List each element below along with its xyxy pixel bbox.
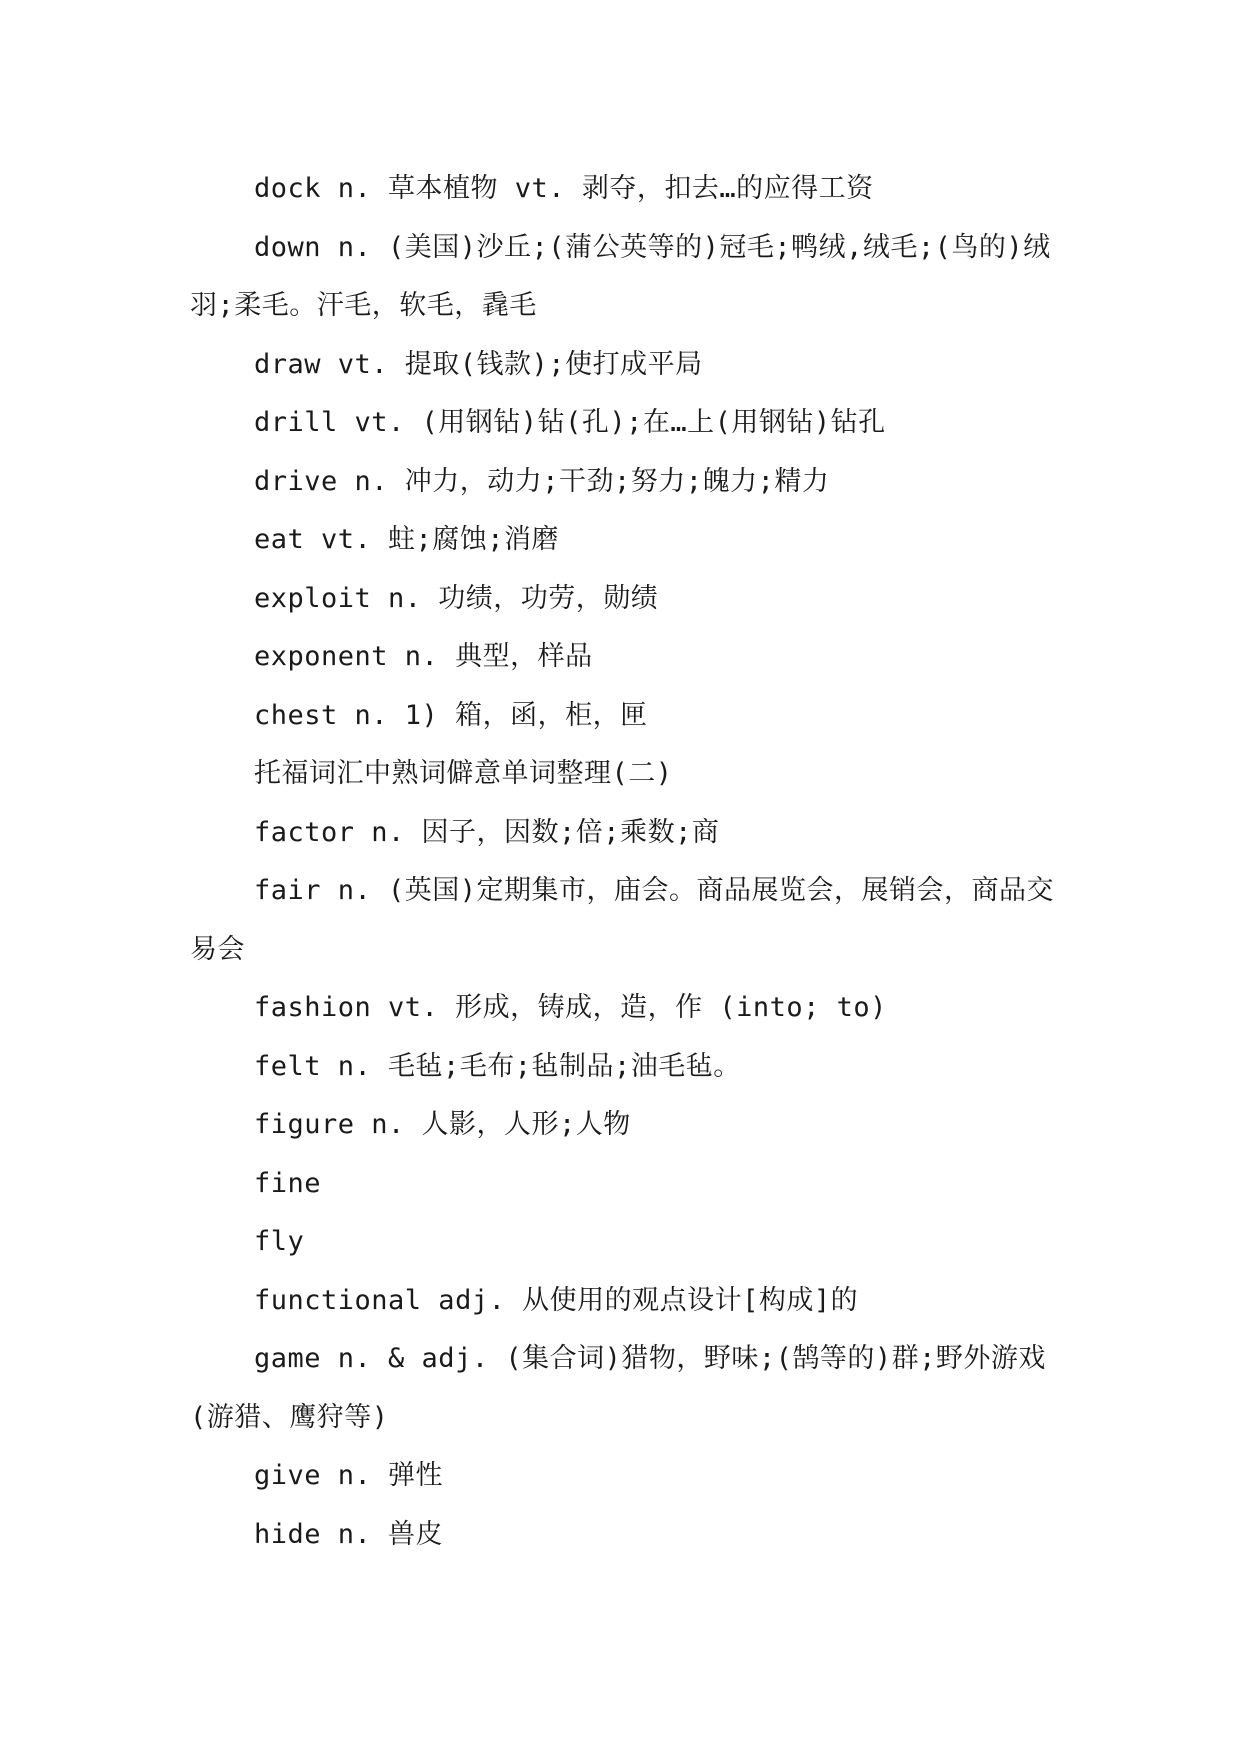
paragraph-dock: dock n. 草本植物 vt. 剥夺，扣去…的应得工资	[254, 173, 874, 204]
paragraph-factor: factor n. 因子，因数;倍;乘数;商	[254, 816, 720, 848]
paragraph-drive: drive n. 冲力，动力;干劲;努力;魄力;精力	[254, 465, 830, 497]
paragraph-chest: chest n. 1) 箱，函，柜，匣	[254, 699, 648, 731]
paragraph-give: give n. 弹性	[254, 1460, 444, 1491]
paragraph-fine: fine	[254, 1167, 322, 1199]
paragraph-functional: functional adj. 从使用的观点设计[构成]的	[254, 1284, 859, 1316]
document-body	[190, 160, 1070, 1564]
paragraph-exploit: exploit n. 功绩，功劳，勋绩	[254, 582, 659, 614]
paragraph-figure: figure n. 人影，人形;人物	[254, 1109, 631, 1140]
paragraph-hide: hide n. 兽皮	[254, 1518, 444, 1550]
section-heading: 托福词汇中熟词僻意单词整理(二)	[254, 758, 673, 789]
paragraph-drill: drill vt. (用钢钻)钻(孔);在…上(用钢钻)钻孔	[254, 407, 886, 438]
paragraph-fashion: fashion vt. 形成，铸成，造，作 (into; to)	[254, 992, 887, 1023]
paragraph-fair: fair n. (英国)定期集市，庙会。商品展览会，展销会，商品交易会	[190, 875, 1055, 965]
paragraph-eat: eat vt. 蛀;腐蚀;消磨	[254, 524, 560, 555]
paragraph-felt: felt n. 毛毡;毛布;毡制品;油毛毡。	[254, 1050, 741, 1082]
paragraph-draw: draw vt. 提取(钱款);使打成平局	[254, 348, 703, 380]
paragraph-exponent: exponent n. 典型，样品	[254, 641, 593, 672]
paragraph-fly: fly	[254, 1226, 305, 1257]
paragraph-game: game n. & adj. (集合词)猎物，野味;(鹄等的)群;野外游戏(游猎、鹰狩等)	[190, 1343, 1046, 1433]
paragraph-down: down n. (美国)沙丘;(蒲公英等的)冠毛;鸭绒,绒毛;(鸟的)绒羽;柔毛。汗毛，软毛，毳毛	[190, 231, 1051, 321]
